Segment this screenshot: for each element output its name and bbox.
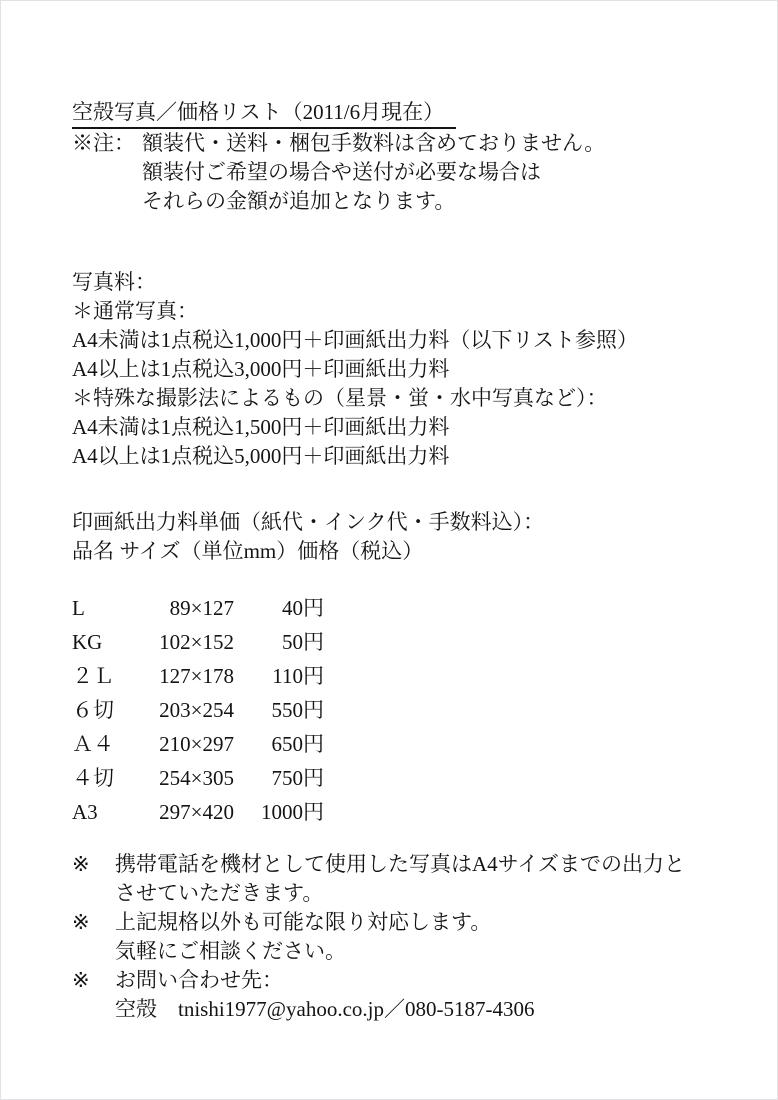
footnote-lines bbox=[115, 850, 741, 908]
footnote bbox=[72, 908, 741, 966]
document-content bbox=[1, 1, 777, 1024]
cell-price: 1000円 bbox=[261, 800, 324, 824]
note-marker: ※注： bbox=[72, 131, 135, 155]
cell-size: 89×127 bbox=[169, 596, 234, 620]
footnote-line: 携帯電話を機材として使用した写真はA4サイズまでの出力と bbox=[115, 852, 685, 876]
note-text: それらの金額が追加となります。 bbox=[142, 189, 456, 213]
photo-fee-line: ＊特殊な撮影法によるもの（星景・蛍・水中写真など）： bbox=[72, 386, 608, 410]
title-line bbox=[72, 98, 741, 129]
footnote-marker: ※ bbox=[72, 852, 90, 876]
section-heading: 印画紙出力料単価（紙代・インク代・手数料込）： bbox=[72, 510, 545, 534]
footnote bbox=[72, 966, 741, 1024]
footnote-marker: ※ bbox=[72, 910, 90, 934]
cell-size: 297×420 bbox=[159, 800, 234, 824]
table-row bbox=[72, 795, 741, 829]
footnote-line: 気軽にご相談ください。 bbox=[115, 939, 346, 963]
cell-size: 127×178 bbox=[159, 664, 234, 688]
cell-price: 650円 bbox=[271, 732, 324, 756]
footnote-line: 上記規格以外も可能な限り対応します。 bbox=[115, 910, 492, 934]
table-row bbox=[72, 693, 741, 727]
table-row bbox=[72, 761, 741, 795]
photo-fee-line: A4以上は1点税込5,000円＋印画紙出力料 bbox=[72, 444, 450, 468]
footnote-lines bbox=[115, 966, 741, 1024]
price-table bbox=[72, 591, 741, 829]
cell-price: 40円 bbox=[282, 596, 324, 620]
header-note-line bbox=[72, 129, 741, 158]
cell-price: 750円 bbox=[271, 766, 324, 790]
page-title: 空殻写真／価格リスト（2011/6月現在） bbox=[72, 98, 456, 129]
photo-fee-line: A4未満は1点税込1,000円＋印画紙出力料（以下リスト参照） bbox=[72, 328, 638, 352]
cell-size: 210×297 bbox=[159, 732, 234, 756]
footnote bbox=[72, 850, 741, 908]
table-row bbox=[72, 625, 741, 659]
table-row bbox=[72, 659, 741, 693]
cell-name: ６切 bbox=[72, 698, 114, 722]
footnote-line: お問い合わせ先： bbox=[115, 968, 283, 992]
contact-line: 空殻 tnishi1977@yahoo.co.jp／080-5187-4306 bbox=[115, 997, 535, 1021]
cell-name: KG bbox=[72, 630, 103, 654]
section-heading: 写真料： bbox=[72, 270, 156, 294]
photo-fee-line: A4以上は1点税込3,000円＋印画紙出力料 bbox=[72, 357, 450, 381]
print-output-section bbox=[72, 508, 741, 566]
cell-name: ４切 bbox=[72, 766, 114, 790]
photo-fee-section bbox=[72, 268, 741, 471]
footnote-marker: ※ bbox=[72, 968, 90, 992]
cell-price: 50円 bbox=[282, 630, 324, 654]
cell-name: Ａ４ bbox=[72, 732, 114, 756]
cell-name: L bbox=[72, 596, 85, 620]
cell-name: A3 bbox=[72, 800, 98, 824]
table-row bbox=[72, 727, 741, 761]
cell-price: 110円 bbox=[272, 664, 324, 688]
note-text: 額装付ご希望の場合や送付が必要な場合は bbox=[142, 160, 541, 184]
footnote-lines bbox=[115, 908, 741, 966]
cell-size: 254×305 bbox=[159, 766, 234, 790]
photo-fee-line: ＊通常写真： bbox=[72, 299, 198, 323]
cell-size: 102×152 bbox=[159, 630, 234, 654]
table-row bbox=[72, 591, 741, 625]
cell-price: 550円 bbox=[271, 698, 324, 722]
cell-size: 203×254 bbox=[159, 698, 234, 722]
cell-name: ２Ｌ bbox=[72, 664, 114, 688]
table-columns-heading: 品名 サイズ（単位mm）価格（税込） bbox=[72, 539, 424, 563]
note-text: 額装代・送料・梱包手数料は含めておりません。 bbox=[142, 131, 606, 155]
photo-fee-line: A4未満は1点税込1,500円＋印画紙出力料 bbox=[72, 415, 450, 439]
header-note bbox=[72, 129, 741, 216]
footnotes bbox=[72, 850, 741, 1024]
footnote-line: させていただきます。 bbox=[115, 881, 324, 905]
